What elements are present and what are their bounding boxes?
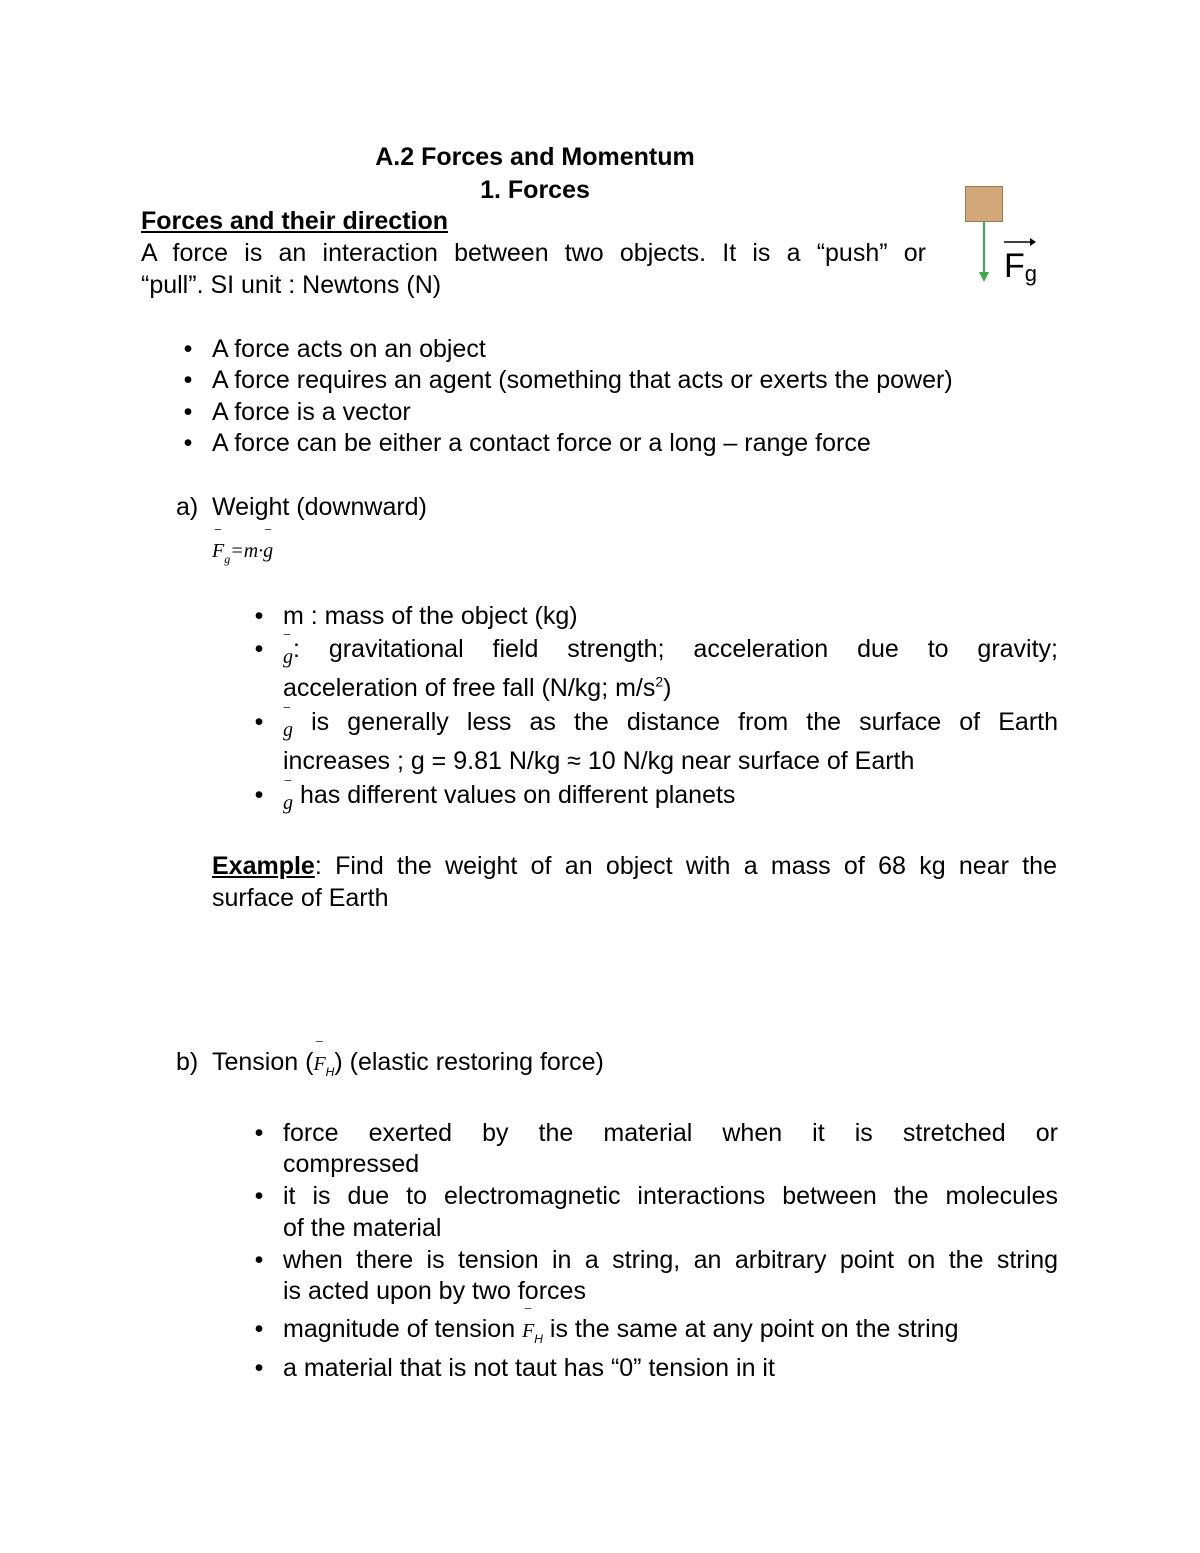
tension-label: b) [176,1048,199,1076]
list-item-text: magnitude of tension − $F_H$ is the same at any point on the string [283,1302,959,1346]
list-item-continuation [283,672,1058,704]
vector-bar: − [283,628,291,643]
weight-formula [212,523,274,574]
list-item-text: when there is tension in a string, an arbitrary point on the string [283,1246,1058,1274]
list-item [254,701,1058,741]
section-heading-forces-direction: Forces and their direction [141,207,449,235]
list-item [254,774,1058,814]
list-item-text: − g has different values on different planets [283,774,736,814]
list-item [254,1180,1058,1212]
g-symbol: g [283,719,293,741]
list-item [254,1117,1058,1149]
vector-bar: − [524,1302,533,1317]
list-item [254,1244,1058,1276]
list-item-text: is acted upon by two forces [283,1277,586,1305]
list-item-text: it is due to electromagnetic interactions between the molecules [283,1182,1058,1210]
vector-bar: − [264,523,273,538]
vector-bar: − [214,523,223,538]
bullet-icon: • [183,429,193,457]
bullet-icon: • [254,602,264,630]
example-line-1: Example: Find the weight of an object with a mass of 68 kg near the [212,852,1057,880]
bullet-icon: • [254,781,264,809]
list-item-text: force exerted by the material when it is stretched or [283,1119,1058,1147]
formula-force-symbol: F [212,540,225,562]
list-item-continuation [283,1212,1058,1244]
tension-subscript: H [325,1065,335,1079]
list-item-text: A force is a vector [212,398,411,426]
tension-symbol: F [522,1320,535,1342]
list-item [254,1302,1058,1355]
vector-bar: − [284,774,292,789]
weight-label: a) [176,493,199,521]
bullet-icon: • [254,635,264,663]
force-label [1004,246,1037,294]
list-item [183,427,1092,459]
list-item-text: increases ; g = 9.81 N/kg ≈ 10 N/kg near surface of Earth [283,747,915,775]
list-item-text: of the material [283,1214,442,1242]
list-item-text: A force requires an agent (something that acts or exerts the power) [212,366,953,394]
list-item [254,600,1058,632]
list-item-text: acceleration of free fall (N/kg; $m/s^2$) [283,673,672,702]
list-item [183,396,1092,428]
list-item-text: − g is generally less as the distance from the surface of Earth [283,701,1058,741]
list-item-continuation [283,1275,1058,1307]
formula-g-symbol: g [263,540,274,562]
force-label-letter: F [1004,247,1025,285]
tension-heading: Tension ( − $F_H$) (elastic restoring force) [212,1035,604,1079]
example-line-2: surface of Earth [212,884,389,912]
vector-bar: − [283,701,291,716]
bullet-icon: • [254,1315,264,1343]
vector-bar: − [315,1035,324,1050]
bullet-icon: • [254,708,264,736]
formula-mass-term: =m· [230,540,264,562]
list-item-continuation [283,1148,1058,1180]
document-title: A.2 Forces and Momentum [375,143,695,171]
example-label: Example [212,852,315,880]
formula-subscript: g [224,552,231,566]
list-item [254,1352,1058,1384]
bullet-icon: • [254,1246,264,1274]
list-item-text: A force can be either a contact force or a long – range force [212,429,871,457]
intro-line-1: A force is an interaction between two objects. It is a “push” or [141,239,926,267]
weight-heading: Weight (downward) [212,493,427,521]
bullet-icon: • [183,335,193,363]
weight-force-figure [960,180,1050,300]
list-item-continuation [283,745,1058,777]
bullet-icon: • [254,1354,264,1382]
bullet-icon: • [254,1182,264,1210]
list-item [183,333,1092,365]
g-symbol: g [283,646,293,668]
bullet-icon: • [183,398,193,426]
list-item-text: a material that is not taut has “0” tension in it [283,1354,775,1382]
force-label-subscript: g [1024,261,1038,286]
list-item-text: compressed [283,1150,420,1178]
g-symbol: g [283,792,293,814]
bullet-icon: • [254,1119,264,1147]
tension-symbol: F [313,1053,326,1075]
list-item-text: A force acts on an object [212,335,486,363]
tension-subscript: H [534,1332,543,1346]
bullet-icon: • [183,366,193,394]
list-item-text: − g: gravitational field strength; acceleration due to gravity; [283,628,1058,668]
list-item [183,364,1092,396]
list-item [254,628,1058,668]
intro-line-2: “pull”. SI unit : Newtons (N) [141,271,442,299]
list-item-text: m : mass of the object (kg) [283,602,578,630]
section-number-title: 1. Forces [480,176,590,204]
